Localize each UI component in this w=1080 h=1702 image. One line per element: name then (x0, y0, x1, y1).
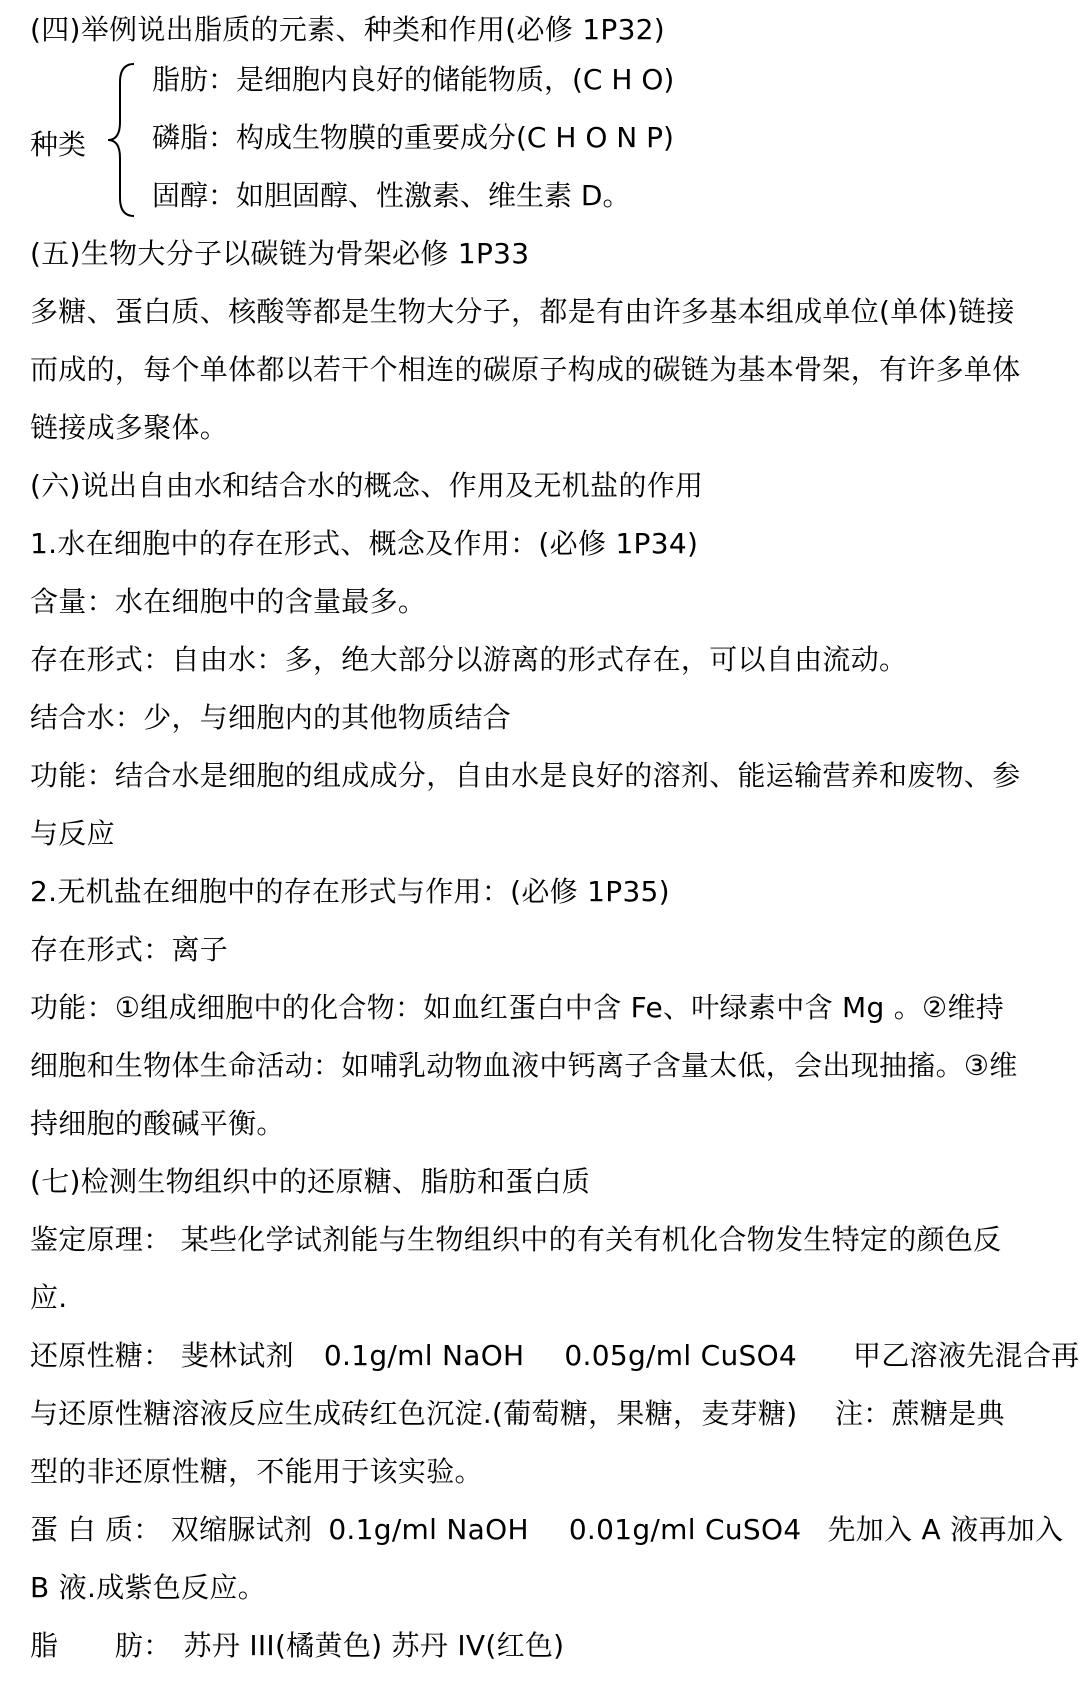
naoh-concentration: 0.1g/ml NaOH (328, 1513, 529, 1546)
paragraph-line: 持细胞的酸碱平衡。 (30, 1107, 285, 1140)
paragraph-line: 结合水：少，与细胞内的其他物质结合 (30, 701, 512, 734)
naoh-concentration: 0.1g/ml NaOH (323, 1339, 525, 1372)
subheading-salts: 2.无机盐在细胞中的存在形式与作用：(必修 1P35) (30, 875, 670, 908)
paragraph-line: 存在形式：离子 (30, 933, 229, 966)
paragraph-line: 与反应 (30, 817, 115, 850)
paragraph-line: 鉴定原理： 某些化学试剂能与生物组织中的有关有机化合物发生特定的颜色反 (30, 1223, 1002, 1256)
paragraph-line: B 液.成紫色反应。 (30, 1571, 267, 1604)
heading-lipids: (四)举例说出脂质的元素、种类和作用(必修 1P32) (30, 13, 666, 46)
heading-macromolecules: (五)生物大分子以碳链为骨架必修 1P33 (30, 237, 530, 270)
paragraph-line: 功能：结合水是细胞的组成成分，自由水是良好的溶剂、能运输营养和废物、参 (30, 759, 1021, 792)
protein-label: 蛋 白 质： 双缩脲试剂 (30, 1513, 313, 1546)
paragraph-line: 与还原性糖溶液反应生成砖红色沉淀.(葡萄糖，果糖，麦芽糖) 注：蔗糖是典 (30, 1397, 1005, 1430)
protein-note: 先加入 A 液再加入 (827, 1513, 1064, 1546)
lipid-type-fat: 脂肪：是细胞内良好的储能物质，(C H O) (152, 63, 675, 96)
fat-reagents: 苏丹 III(橘黄色) 苏丹 IV(红色) (183, 1629, 565, 1662)
heading-water: (六)说出自由水和结合水的概念、作用及无机盐的作用 (30, 469, 704, 502)
paragraph-line: 而成的，每个单体都以若干个相连的碳原子构成的碳链为基本骨架，有许多单体 (30, 353, 1021, 386)
cuso4-concentration: 0.05g/ml CuSO4 (564, 1339, 798, 1372)
paragraph-line: 多糖、蛋白质、核酸等都是生物大分子，都是有由许多基本组成单位(单体)链接 (30, 295, 1015, 328)
paragraph-line: 细胞和生物体生命活动：如哺乳动物血液中钙离子含量太低，会出现抽搐。③维 (30, 1049, 1018, 1082)
paragraph-line: 型的非还原性糖，不能用于该实验。 (30, 1455, 483, 1488)
lipid-type-phospholipid: 磷脂：构成生物膜的重要成分(C H O N P) (152, 121, 674, 154)
paragraph-line: 含量：水在细胞中的含量最多。 (30, 585, 427, 618)
fat-label: 脂 肪： (30, 1629, 172, 1662)
cuso4-concentration: 0.01g/ml CuSO4 (568, 1513, 802, 1546)
subheading-water: 1.水在细胞中的存在形式、概念及作用：(必修 1P34) (30, 527, 699, 560)
fat-row (30, 1626, 1060, 1666)
types-label: 种类 (30, 128, 87, 161)
paragraph-line: 存在形式：自由水：多，绝大部分以游离的形式存在，可以自由流动。 (30, 643, 908, 676)
paragraph-line: 功能：①组成细胞中的化合物：如血红蛋白中含 Fe、叶绿素中含 Mg 。②维持 (30, 991, 1005, 1024)
protein-row (30, 1510, 1064, 1550)
curly-brace-icon (104, 60, 140, 220)
paragraph-line: 应. (30, 1281, 68, 1314)
reducing-sugar-row (30, 1336, 1080, 1376)
reducing-sugar-label: 还原性糖： 斐林试剂 (30, 1339, 294, 1372)
paragraph-line: 链接成多聚体。 (30, 411, 229, 444)
reducing-sugar-note: 甲乙溶液先混合再 (853, 1339, 1080, 1372)
lipid-type-sterol: 固醇：如胆固醇、性激素、维生素 D。 (152, 179, 631, 212)
heading-detection: (七)检测生物组织中的还原糖、脂肪和蛋白质 (30, 1165, 591, 1198)
